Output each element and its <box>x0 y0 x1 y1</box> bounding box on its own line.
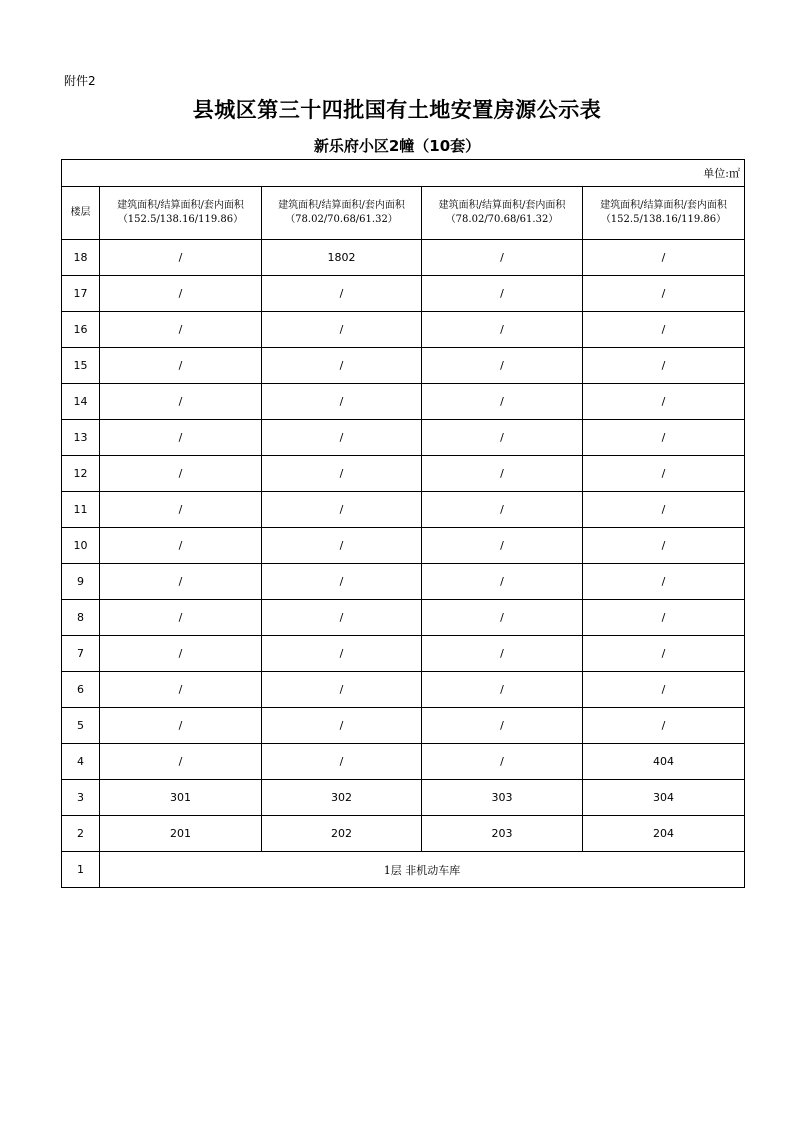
unit-cell: / <box>422 708 583 744</box>
floor-number: 3 <box>62 780 100 816</box>
column-header-line2: （152.5/138.16/119.86） <box>117 214 244 225</box>
floor-number: 8 <box>62 600 100 636</box>
table-row <box>62 276 745 312</box>
floor-number: 12 <box>62 456 100 492</box>
unit-cell: / <box>100 600 262 636</box>
unit-cell: / <box>262 600 422 636</box>
unit-cell: / <box>422 276 583 312</box>
unit-cell: / <box>100 672 262 708</box>
table-row <box>62 564 745 600</box>
page-subtitle: 新乐府小区2幢（10套） <box>313 137 481 155</box>
table-row <box>62 492 745 528</box>
unit-cell: / <box>100 528 262 564</box>
unit-cell: 1802 <box>262 240 422 276</box>
floor-number: 10 <box>62 528 100 564</box>
table-row <box>62 780 745 816</box>
unit-cell: 302 <box>262 780 422 816</box>
unit-cell: 204 <box>583 816 745 852</box>
floor-number: 4 <box>62 744 100 780</box>
column-header <box>262 187 422 240</box>
unit-cell: / <box>100 420 262 456</box>
unit-cell: / <box>262 672 422 708</box>
unit-cell: 303 <box>422 780 583 816</box>
floor-number: 2 <box>62 816 100 852</box>
unit-cell: 201 <box>100 816 262 852</box>
unit-cell: / <box>262 564 422 600</box>
column-header <box>583 187 745 240</box>
unit-cell: / <box>422 600 583 636</box>
unit-cell: / <box>100 636 262 672</box>
unit-cell: / <box>583 492 745 528</box>
floor-number: 16 <box>62 312 100 348</box>
unit-cell: / <box>262 456 422 492</box>
unit-cell: / <box>100 564 262 600</box>
unit-cell: / <box>262 312 422 348</box>
unit-cell: / <box>262 744 422 780</box>
floor-header: 楼层 <box>62 187 100 240</box>
unit-cell: / <box>100 312 262 348</box>
unit-cell: / <box>262 492 422 528</box>
unit-cell: / <box>583 636 745 672</box>
column-header-line1: 建筑面积/结算面积/套内面积 <box>117 200 244 211</box>
floor-number: 5 <box>62 708 100 744</box>
unit-cell: 202 <box>262 816 422 852</box>
unit-cell: / <box>422 744 583 780</box>
floor-number: 15 <box>62 348 100 384</box>
unit-cell: / <box>262 708 422 744</box>
table-row <box>62 312 745 348</box>
unit-cell: / <box>422 384 583 420</box>
floor-number: 6 <box>62 672 100 708</box>
table-row <box>62 636 745 672</box>
unit-cell: / <box>583 564 745 600</box>
unit-cell: / <box>422 312 583 348</box>
table-row <box>62 744 745 780</box>
unit-cell: / <box>583 672 745 708</box>
table-row <box>62 384 745 420</box>
header-row <box>62 187 745 240</box>
column-header <box>100 187 262 240</box>
column-header <box>422 187 583 240</box>
unit-cell: / <box>422 528 583 564</box>
table-row <box>62 600 745 636</box>
column-header-line1: 建筑面积/结算面积/套内面积 <box>278 200 405 211</box>
unit-cell: / <box>422 240 583 276</box>
table-row <box>62 348 745 384</box>
column-header-line2: （152.5/138.16/119.86） <box>600 214 727 225</box>
unit-cell: / <box>422 672 583 708</box>
unit-cell: / <box>100 456 262 492</box>
unit-cell: / <box>422 420 583 456</box>
unit-cell: / <box>422 636 583 672</box>
unit-cell: / <box>100 744 262 780</box>
column-header-line1: 建筑面积/结算面积/套内面积 <box>600 200 727 211</box>
unit-cell: / <box>100 492 262 528</box>
unit-cell: / <box>422 492 583 528</box>
unit-cell: / <box>262 348 422 384</box>
unit-cell: / <box>583 348 745 384</box>
unit-cell: / <box>100 708 262 744</box>
unit-cell: / <box>100 348 262 384</box>
attachment-label: 附件2 <box>64 74 96 88</box>
floor-number: 11 <box>62 492 100 528</box>
unit-cell: / <box>100 384 262 420</box>
floor-number: 18 <box>62 240 100 276</box>
ground-floor-label: 1层 非机动车库 <box>100 852 745 888</box>
table-row <box>62 708 745 744</box>
ground-floor-row <box>62 852 745 888</box>
table-row <box>62 240 745 276</box>
floor-number: 14 <box>62 384 100 420</box>
unit-cell: / <box>583 240 745 276</box>
unit-label: 单位:㎡ <box>62 160 745 187</box>
unit-cell: / <box>583 276 745 312</box>
floor-number: 17 <box>62 276 100 312</box>
unit-cell: / <box>262 420 422 456</box>
table-row <box>62 672 745 708</box>
table-row <box>62 420 745 456</box>
unit-cell: 301 <box>100 780 262 816</box>
table-row <box>62 816 745 852</box>
unit-cell: / <box>583 420 745 456</box>
unit-cell: 203 <box>422 816 583 852</box>
unit-cell: / <box>583 600 745 636</box>
unit-cell: / <box>262 276 422 312</box>
unit-cell: 404 <box>583 744 745 780</box>
column-header-line1: 建筑面积/结算面积/套内面积 <box>438 200 566 211</box>
floor-number: 1 <box>62 852 100 888</box>
column-header-line2: （78.02/70.68/61.32） <box>285 214 398 225</box>
unit-cell: / <box>583 384 745 420</box>
unit-cell: / <box>262 636 422 672</box>
page-title: 县城区第三十四批国有土地安置房源公示表 <box>192 97 602 122</box>
unit-cell: / <box>583 312 745 348</box>
unit-cell: / <box>422 564 583 600</box>
floor-number: 9 <box>62 564 100 600</box>
unit-cell: 304 <box>583 780 745 816</box>
unit-row <box>62 160 745 187</box>
unit-cell: / <box>100 240 262 276</box>
unit-cell: / <box>100 276 262 312</box>
table-row <box>62 528 745 564</box>
unit-cell: / <box>583 456 745 492</box>
unit-cell: / <box>422 456 583 492</box>
unit-cell: / <box>583 528 745 564</box>
unit-cell: / <box>262 528 422 564</box>
table-row <box>62 456 745 492</box>
unit-cell: / <box>262 384 422 420</box>
unit-cell: / <box>422 348 583 384</box>
floor-number: 13 <box>62 420 100 456</box>
unit-cell: / <box>583 708 745 744</box>
column-header-line2: （78.02/70.68/61.32） <box>445 214 559 225</box>
floor-number: 7 <box>62 636 100 672</box>
housing-table <box>61 159 745 888</box>
